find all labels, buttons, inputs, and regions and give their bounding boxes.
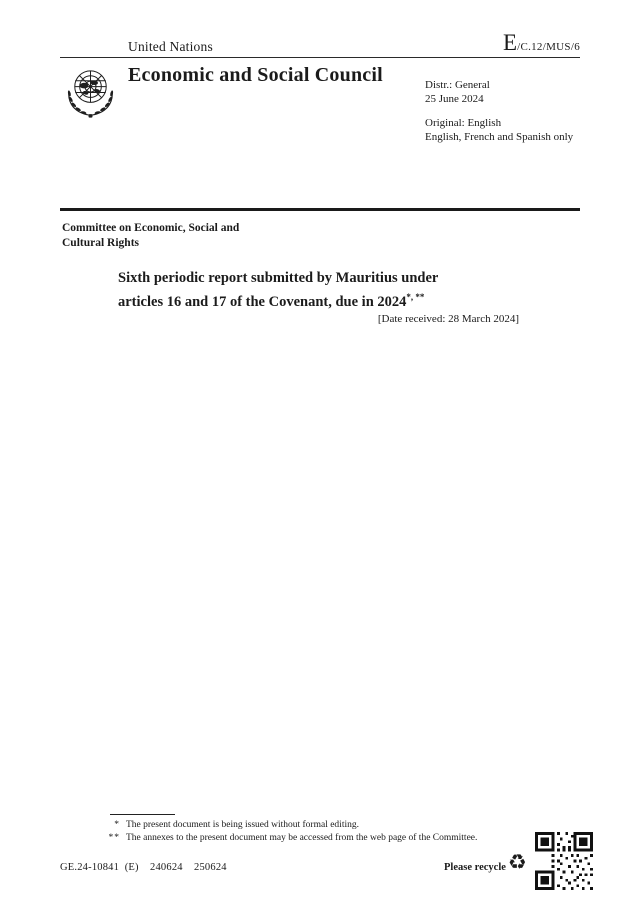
- committee-line2: Cultural Rights: [62, 236, 139, 249]
- recycle-notice: [444, 852, 527, 873]
- footnote-text: The annexes to the present document may be accessed from the web page of the Committee.: [126, 833, 478, 843]
- date-received: [Date received: 28 March 2024]: [377, 313, 519, 325]
- committee-heading: [62, 221, 239, 250]
- document-symbol-letter: E: [503, 30, 518, 55]
- section-rule: [60, 208, 580, 211]
- original-language: Original: English: [425, 117, 502, 129]
- recycle-icon: ♻: [507, 850, 527, 874]
- report-title-line1: Sixth periodic report submitted by Mauritius under: [118, 270, 439, 286]
- distr-line: Distr.: General: [425, 79, 490, 91]
- committee-line1: Committee on Economic, Social and: [62, 222, 240, 234]
- org-name: United Nations: [128, 39, 213, 54]
- header-rule: [60, 57, 580, 58]
- spacer: [425, 106, 573, 117]
- council-title: Economic and Social Council: [128, 64, 383, 86]
- recycle-label: Please recycle: [444, 862, 506, 873]
- distr-date: 25 June 2024: [425, 92, 484, 105]
- distribution-block: [425, 79, 573, 144]
- ge-number: GE.24-10841 (E) 240624 250624: [60, 862, 227, 873]
- footnote-marker: *: [114, 820, 120, 830]
- report-title: [118, 269, 508, 312]
- footnote-item: [98, 832, 477, 845]
- document-symbol-rest: /C.12/MUS/6: [517, 41, 580, 53]
- footnote-item: [98, 819, 477, 832]
- footnote-marker: **: [108, 833, 120, 843]
- available-languages: English, French and Spanish only: [425, 130, 574, 143]
- report-title-line2: articles 16 and 17 of the Covenant, due in 2024*, **: [118, 292, 425, 310]
- qr-code: [535, 832, 593, 890]
- document-symbol: [503, 31, 580, 54]
- un-emblem-icon: [61, 63, 120, 122]
- footnote-text: The present document is being issued without formal editing.: [126, 820, 359, 830]
- footnotes: [98, 819, 477, 845]
- footnote-markers: *, **: [406, 292, 425, 302]
- footnote-rule: [110, 814, 175, 815]
